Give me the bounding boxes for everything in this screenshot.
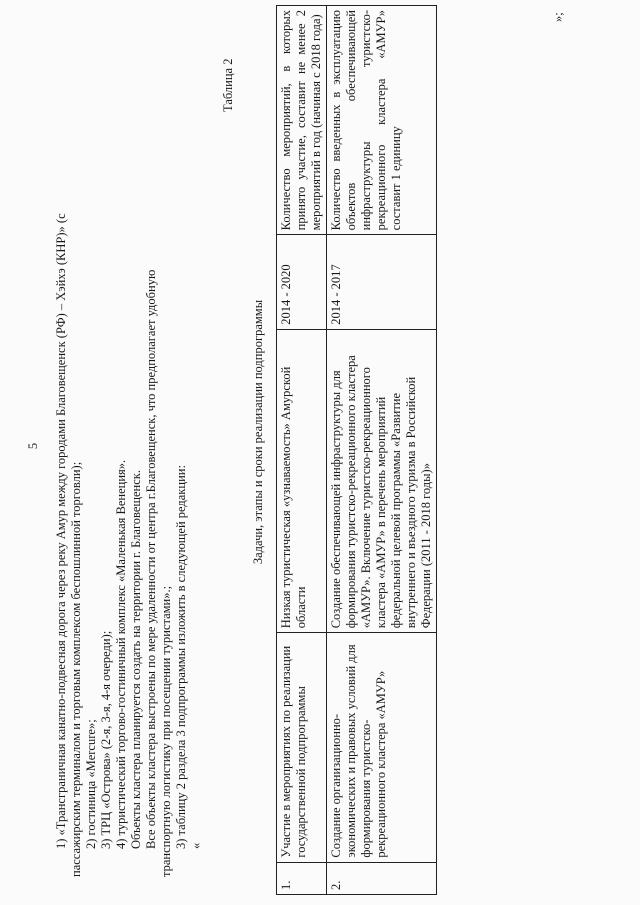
indicator-cell: Количество введенных в эксплуатацию объектов обеспечивающей инфраструктуры туристско-рекреационного кластера «АМУР» составит 1 единицу [327,6,437,235]
paragraph: Объекты кластера планируется создать на территории г. Благовещенск. [129,470,143,849]
table-title: Задачи, этапы и сроки реализации подпрограммы [251,299,265,565]
task-cell: Создание организационно-экономических и правовых условий для формирования туристско-рекреационного кластера «АМУР» [327,633,437,862]
paragraph: 1) «Трансграничная канатно-подвесная дорога через реку Амур между городами Благовещенск (РФ) – Хэйхэ (КНР)» (с [54,213,68,849]
table-caption: Таблица 2 [221,58,235,112]
task-cell: Участие в мероприятиях по реализации государственной подпрограммы [277,633,327,862]
paragraph: « [189,842,203,849]
row-number: 2. [327,862,437,894]
period-cell: 2014 - 2020 [277,235,327,329]
row-number: 1. [277,862,327,894]
closing-mark: »; [551,12,565,22]
paragraph: транспортную логистику при посещении туристами».; [159,585,173,877]
paragraph: Все объекты кластера выстроены по мере удаленности от центра г.Благовещенск, что предполагает удобную [144,269,158,849]
table-row [327,6,437,895]
paragraph: 2) гостиница «Mercure»; [84,719,98,849]
paragraph: пассажирским терминалом и торговым комплексом беспошлинной торговли); [69,461,83,877]
problem-cell: Низкая туристическая «узнаваемость» Амурской области [277,329,327,633]
page-number: 5 [26,442,40,450]
intro-text [54,7,204,877]
table-row [277,6,327,895]
paragraph: 3) ТРЦ «Острова» (2-я, 3-я, 4-я очереди); [99,630,113,849]
tasks-table [276,5,437,895]
paragraph: 3) таблицу 2 раздела 3 подпрограммы изложить в следующей редакции: [174,465,188,849]
problem-cell: Создание обеспечивающей инфраструктуры для формирования туристско-рекреационного кластера «АМУР». Включение туристско-рекреационного кластера «АМУР» в перечень мероприятий федеральной целевой программы «Развитие внутреннего и въездного туризма в Российской Федерации (2011 - 2018 годы)» [327,329,437,633]
paragraph: 4) туристический торгово-гостиничный комплекс «Маленькая Венеция». [114,459,128,849]
indicator-cell: Количество мероприятий, в которых принято участие, составит не менее 2 мероприятий в год (начиная с 2018 года) [277,6,327,235]
rotated-landscape-content [6,2,636,902]
period-cell: 2014 - 2017 [327,235,437,329]
